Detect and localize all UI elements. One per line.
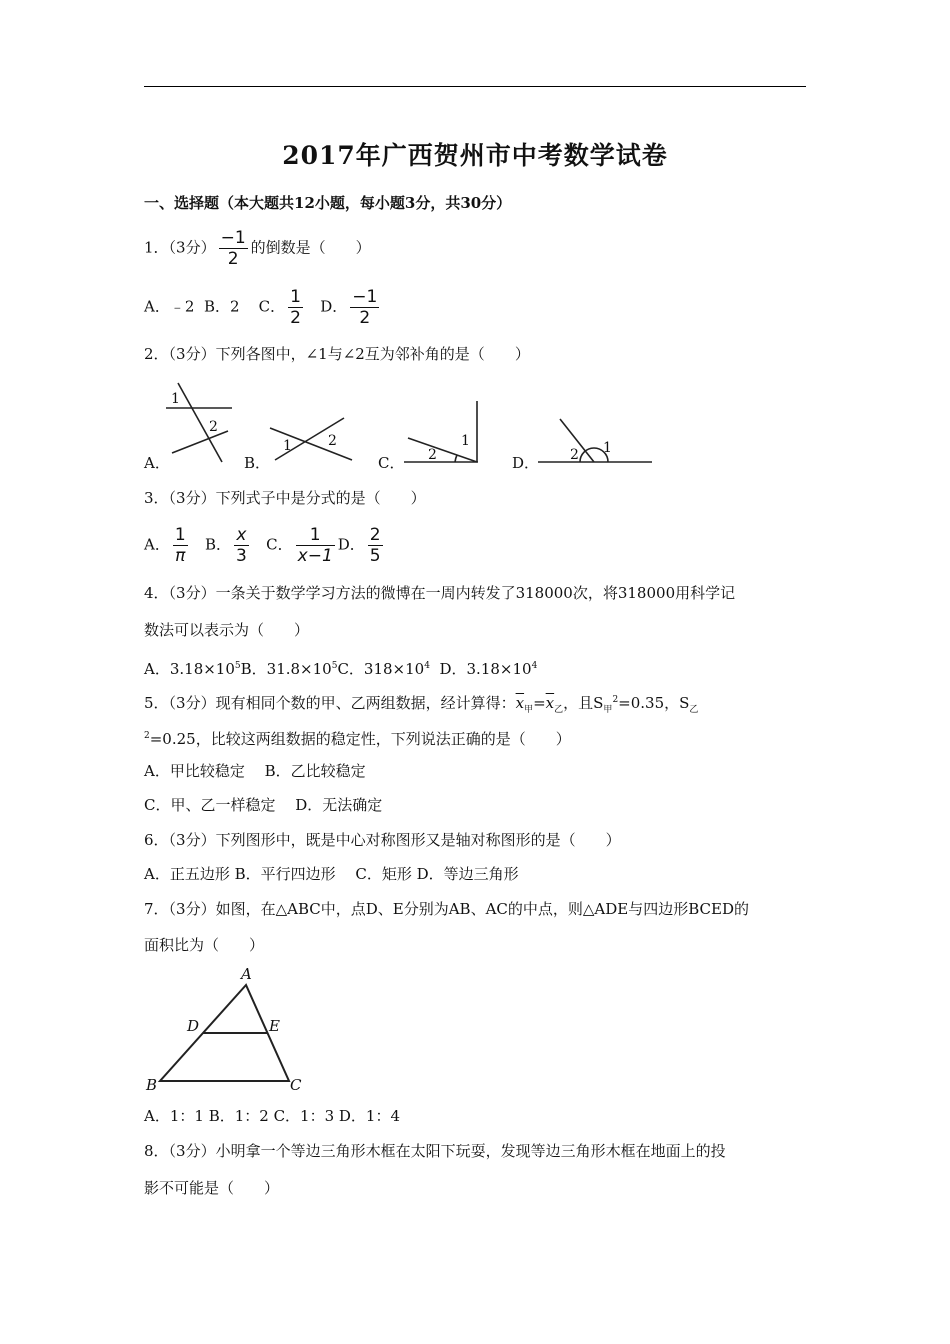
q1-option-c: C． (258, 297, 286, 316)
q3-option-c-fraction: $\frac{1}{x-1}$ (297, 525, 333, 566)
q5-options-cd: C．甲、乙一样稳定 D．无法确定 (144, 796, 383, 814)
q4-option-c: C．$318\times 10^4$ (337, 660, 430, 678)
question-4-line-1: 4．（3分）一条关于数学学习方法的微博在一周内转发了318000次，将318000用科学记 (144, 584, 736, 602)
question-8-line-2: 影不可能是（ ） (144, 1179, 280, 1197)
question-4-line-2: 数法可以表示为（ ） (144, 621, 310, 639)
vertex-c-label: C (290, 1076, 302, 1094)
q4-option-b: B．$31.8\times 10^5$ (240, 660, 338, 678)
question-3: 3．（3分）下列式子中是分式的是（ ） (144, 489, 426, 507)
q1-stem: 的倒数是（ ） (250, 238, 371, 257)
vertex-a-label: A (241, 965, 252, 983)
question-7-line-1: 7．（3分）如图，在△ABC中，点D、E分别为AB、AC的中点，则△ADE与四边形BCED的 (144, 900, 749, 918)
q2-label-b: B． (244, 454, 271, 472)
section-heading: 一、选择题（本大题共12小题，每小题3分，共30分） (144, 194, 512, 212)
q2c-angle-2: 2 (428, 447, 437, 463)
q2c-angle-1: 1 (461, 433, 470, 449)
q3-option-a-fraction: $\frac{1}{\pi}$ (174, 525, 186, 566)
q5-options-ab: A．甲比较稳定 B．乙比较稳定 (144, 762, 366, 780)
vertex-b-label: B (146, 1076, 158, 1094)
q3-option-a: A． (144, 535, 170, 554)
q2-label-c: C． (378, 454, 405, 472)
q2b-angle-1: 1 (283, 438, 292, 454)
point-e-label: E (269, 1017, 280, 1035)
q3-option-d: D． (337, 535, 365, 554)
q2d-angle-2: 2 (570, 447, 579, 463)
q1-option-b: B．2 (203, 297, 240, 316)
q2b-angle-2: 2 (328, 433, 337, 449)
q4-option-d: D．$3.18\times 10^4$ (439, 660, 538, 678)
question-8-line-1: 8．（3分）小明拿一个等边三角形木框在太阳下玩耍，发现等边三角形木框在地面上的投 (144, 1142, 726, 1160)
q1-option-c-fraction: $\frac{1}{2}$ (290, 287, 301, 328)
question-5-line-1: 5．（3分）现有相同个数的甲、乙两组数据，经计算得：$\overline{x}_甲=\overline{x}_乙$，且$S_甲^2=0.35$，$S_乙$ (144, 694, 699, 715)
q3-option-d-fraction: $\frac{2}{5}$ (369, 525, 381, 566)
q1-option-d-fraction: $\frac{-1}{2}$ (352, 287, 378, 328)
q1-prefix: 1．（3分） (144, 238, 216, 257)
q3-option-b-fraction: $\frac{x}{3}$ (236, 525, 247, 566)
question-5-line-2: $^2$=0.25，比较这两组数据的稳定性，下列说法正确的是（ ） (144, 730, 571, 748)
q1-option-a: A．﹣2 (144, 297, 195, 316)
page-title: 2017年广西贺州市中考数学试卷 (282, 141, 668, 170)
q1-option-d: D． (320, 297, 348, 316)
q2a-angle-2: 2 (209, 419, 218, 435)
question-6: 6．（3分）下列图形中，既是中心对称图形又是轴对称图形的是（ ） (144, 831, 621, 849)
q6-options: A．正五边形 B．平行四边形 C．矩形 D．等边三角形 (144, 865, 519, 883)
question-7-line-2: 面积比为（ ） (144, 936, 265, 954)
q7-options: A．1：1 B．1：2 C．1：3 D．1：4 (144, 1107, 401, 1125)
q3-option-c: C． (266, 535, 293, 554)
point-d-label: D (187, 1017, 200, 1035)
q1-fraction: $\frac{-1}{2}$ (220, 228, 246, 269)
question-2: 2．（3分）下列各图中，∠1与∠2互为邻补角的是（ ） (144, 345, 530, 363)
q2d-angle-1: 1 (603, 440, 612, 456)
q3-option-b: B． (204, 535, 232, 554)
q2-label-d: D． (512, 454, 540, 472)
q2-label-a: A． (144, 454, 170, 472)
q4-option-a: A．$3.18\times 10^5$ (144, 660, 241, 678)
q2a-angle-1: 1 (171, 391, 180, 407)
